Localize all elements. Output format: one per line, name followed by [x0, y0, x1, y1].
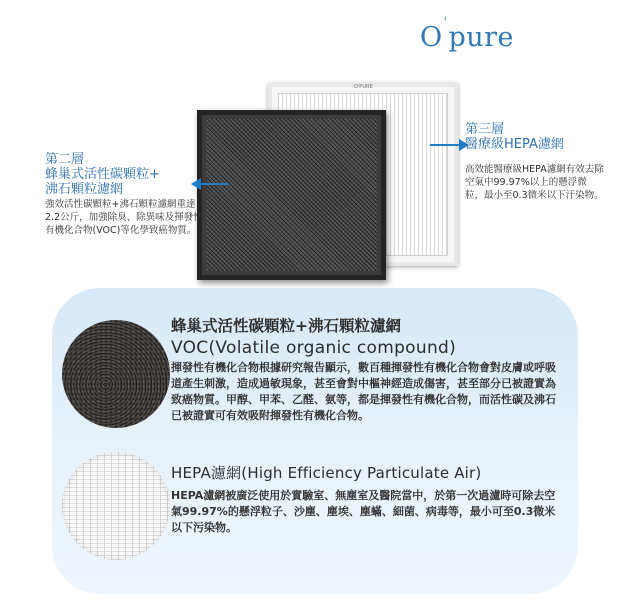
- layer2-description: 強效活性碳顆粒+沸石顆粒濾網重達2.2公斤，加強除臭、除異味及揮發性有機化合物(VOC)等化學致癌物質。: [45, 199, 203, 236]
- hepa-media-image: [62, 452, 170, 560]
- layer3-description: 高效能醫療級HEPA濾網有效去除空氣中99.97%以上的懸浮微粒，最小至0.3微米以下汙染物。: [465, 164, 604, 201]
- brand-logo: [420, 15, 515, 53]
- arrow-right-icon: [430, 144, 460, 146]
- panel-title: 蜂巢式活性碳顆粒+沸石顆粒濾網: [171, 317, 401, 335]
- logo-text: pure: [448, 22, 515, 53]
- hepa-description: HEPA濾網被廣泛使用於實驗室、無塵室及醫院當中，於第一次過濾時可除去空氣99.97%的懸浮粒子、沙塵、塵埃、塵蟎、細菌、病毒等，最小可至0.3微米以下污染物。: [171, 489, 556, 534]
- hepa-heading: HEPA濾網(High Efficiency Particulate Air): [171, 464, 482, 482]
- logo-mark: ': [443, 15, 448, 29]
- voc-description: 揮發性有機化合物根據研究報告顯示，數百種揮發性有機化合物會對皮膚或呼吸道產生刺激，造成過敏現象，甚至會對中樞神經造成傷害，甚至部分已被證實為致癌物質。甲醇、甲苯、乙醛、氨等，都是揮發性有機化合物，而活性碳及沸石已被證實可有效吸附揮發性有機化合物。: [171, 361, 556, 422]
- logo-letter: O: [420, 22, 443, 53]
- layer3-title: 第三層 醫療級HEPA濾網: [465, 122, 564, 152]
- layer2-title: 第二層 蜂巢式活性碳顆粒+ 沸石顆粒濾網: [45, 152, 160, 197]
- carbon-mesh: [206, 119, 377, 271]
- carbon-granules-image: [62, 320, 170, 428]
- filter-brand-label: O'PURE: [354, 84, 373, 90]
- voc-heading: VOC(Volatile organic compound): [171, 338, 457, 358]
- carbon-filter-image: [197, 110, 386, 280]
